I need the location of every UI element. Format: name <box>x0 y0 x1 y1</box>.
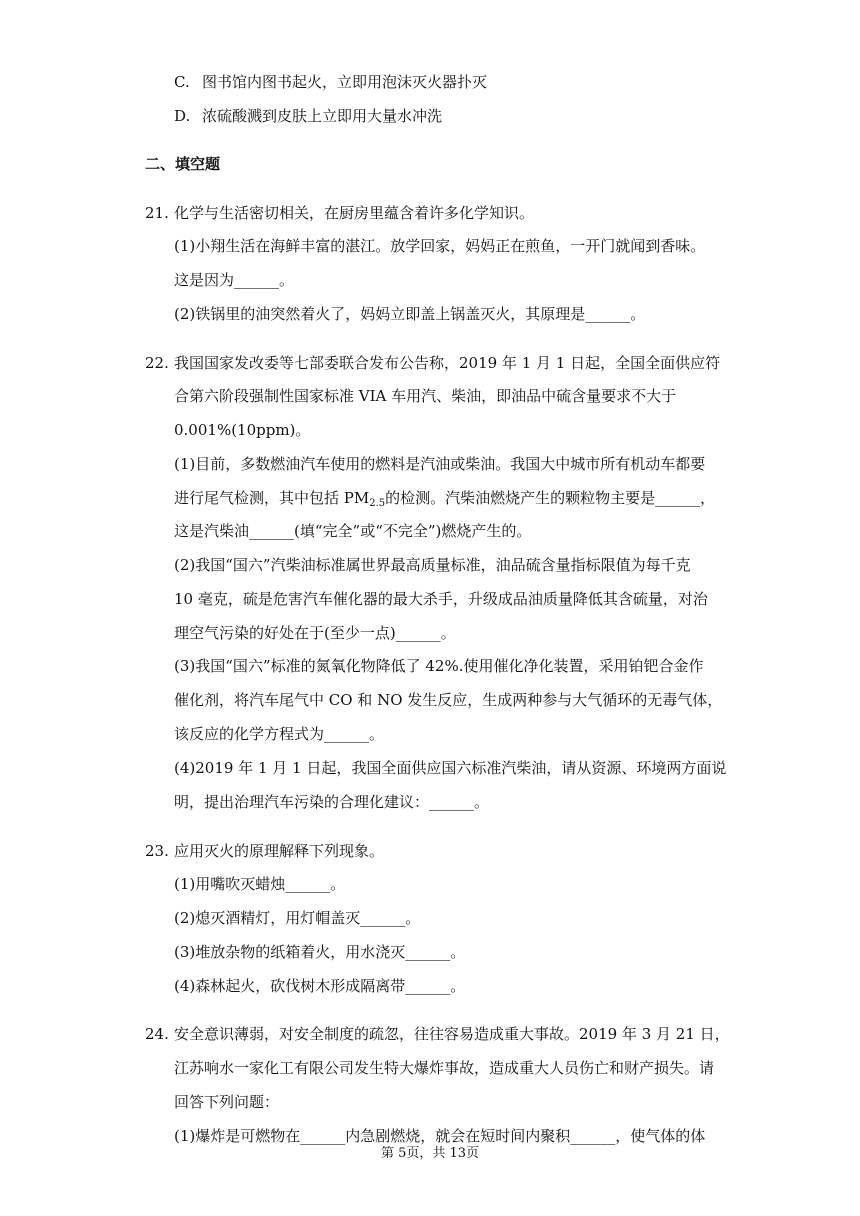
question-23-number: 23. <box>145 842 169 860</box>
question-23-stem: 应用灭火的原理解释下列现象。 <box>174 842 385 860</box>
option-d <box>174 106 442 126</box>
question-22-part2-line1: (2)我国“国六”汽柴油标准属世界最高质量标准，油品硫含量指标限值为每千克 <box>174 556 691 574</box>
pm-text: 进行尾气检测，其中包括 PM <box>174 489 370 507</box>
question-21-number: 21. <box>145 204 169 222</box>
pm-subscript: 2.5 <box>369 498 386 509</box>
page-footer: 第 5页，共 13页 <box>380 1146 480 1161</box>
question-22-stem-line2: 合第六阶段强制性国家标准 VIA 车用汽、柴油，即油品中硫含量要求不大于 <box>174 387 677 405</box>
question-22-part2-line3: 理空气污染的好处在于(至少一点)______。 <box>174 624 456 642</box>
question-22-part1-line3: 这是汽柴油______(填“完全”或“不完全”)燃烧产生的。 <box>174 522 532 540</box>
question-23-part1: (1)用嘴吹灭蜡烛______。 <box>174 875 346 893</box>
pm-text-cont: 的检测。汽柴油燃烧产生的颗粒物主要是______， <box>385 489 716 507</box>
question-21-part2: (2)铁锅里的油突然着火了，妈妈立即盖上锅盖灭火，其原理是______。 <box>174 305 646 323</box>
question-22-part1-line2 <box>174 488 715 508</box>
question-22-part2-line2: 10 毫克，硫是危害汽车催化器的最大杀手，升级成品油质量降低其含硫量，对治 <box>174 590 708 608</box>
question-22-part3-line2: 催化剂，将汽车尾气中 CO 和 NO 发生反应，生成两种参与大气循环的无毒气体， <box>174 691 723 709</box>
question-21-part1-line2: 这是因为______。 <box>174 271 295 289</box>
question-24-stem-line2: 江苏响水一家化工有限公司发生特大爆炸事故，造成重大人员伤亡和财产损失。请 <box>174 1059 715 1077</box>
option-d-letter: D. <box>174 107 191 125</box>
question-22-stem-line3: 0.001%(10ppm)。 <box>174 421 311 439</box>
question-23-part3: (3)堆放杂物的纸箱着火，用水浇灭______。 <box>174 943 466 961</box>
question-23-part2: (2)熄灭酒精灯，用灯帽盖灭______。 <box>174 909 421 927</box>
question-22-part1-line1: (1)目前，多数燃油汽车使用的燃料是汽油或柴油。我国大中城市所有机动车都要 <box>174 455 706 473</box>
option-c-letter: C. <box>174 73 190 91</box>
option-c <box>174 72 487 92</box>
question-22-stem-line1: 我国国家发改委等七部委联合发布公告称，2019 年 1 月 1 日起，全国全面供应符 <box>174 354 721 372</box>
question-21-part1-line1: (1)小翔生活在海鲜丰富的湛江。放学回家，妈妈正在煎鱼，一开门就闻到香味。 <box>174 237 706 255</box>
question-24-stem-line3: 回答下列问题： <box>174 1093 280 1111</box>
question-21-stem: 化学与生活密切相关，在厨房里蕴含着许多化学知识。 <box>174 204 535 222</box>
option-c-text: 图书馆内图书起火，立即用泡沫灭火器扑灭 <box>202 73 488 91</box>
question-22-part3-line3: 该反应的化学方程式为______。 <box>174 725 385 743</box>
section-title: 二、填空题 <box>145 155 221 173</box>
question-24-stem-line1: 安全意识薄弱，对安全制度的疏忽，往往容易造成重大事故。2019 年 3 月 21 日， <box>174 1025 730 1043</box>
question-22-part4-line1: (4)2019 年 1 月 1 日起，我国全面供应国六标准汽柴油，请从资源、环境两方面说 <box>174 759 727 777</box>
question-23-part4: (4)森林起火，砍伐树木形成隔离带______。 <box>174 977 466 995</box>
question-22-number: 22. <box>145 354 169 372</box>
question-24-number: 24. <box>145 1025 169 1043</box>
question-22-part3-line1: (3)我国“国六”标准的氮氧化物降低了 42%.使用催化净化装置，采用铂钯合金作 <box>174 657 704 675</box>
question-24-part1: (1)爆炸是可燃物在______内急剧燃烧，就会在短时间内聚积______，使气体的体 <box>174 1127 706 1145</box>
option-d-text: 浓硫酸溅到皮肤上立即用大量水冲洗 <box>202 107 443 125</box>
question-22-part4-line2: 明，提出治理汽车污染的合理化建议：______。 <box>174 793 490 811</box>
